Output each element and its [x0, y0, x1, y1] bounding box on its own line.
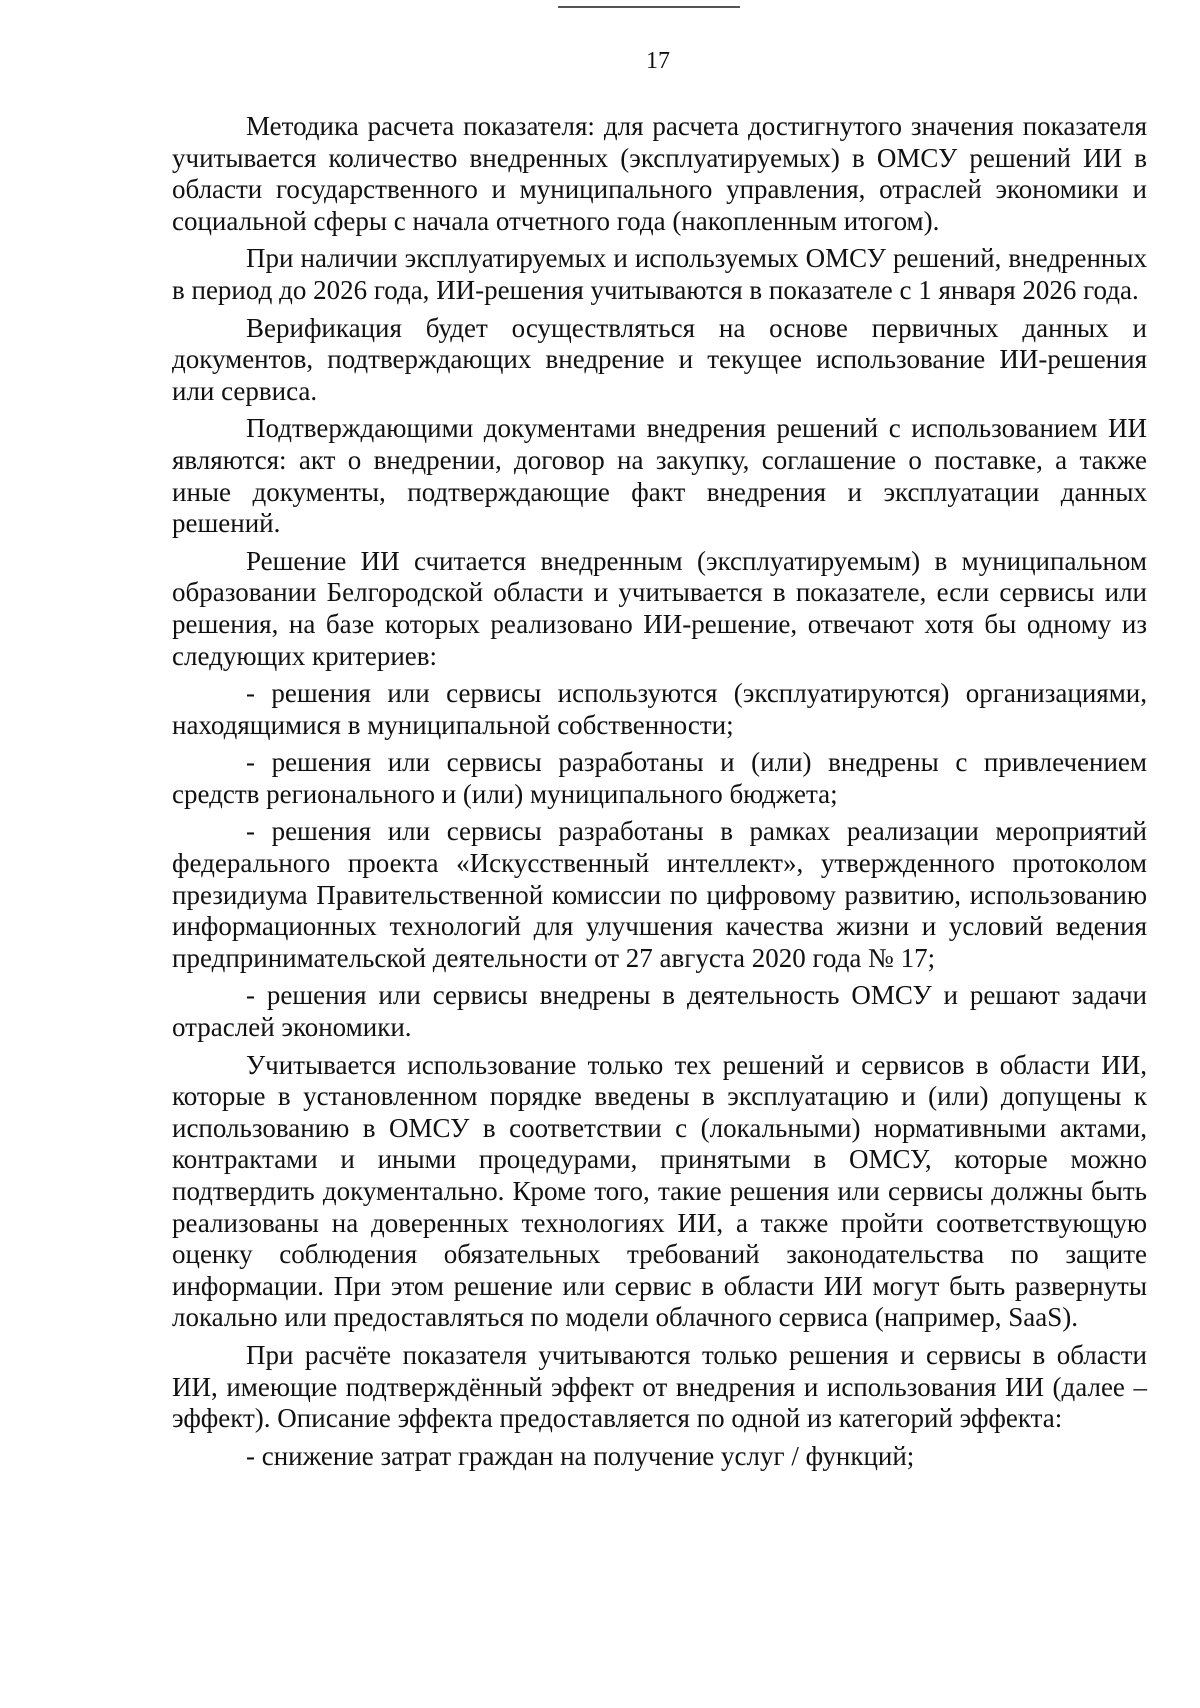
- paragraph-verification: Верификация будет осуществляться на основе первичных данных и документов, подтверждающих внедрение и текущее использование ИИ-решения или сервиса.: [172, 312, 1147, 406]
- list-item-cost-reduction: - снижение затрат граждан на получение услуг / функций;: [246, 1440, 915, 1471]
- list-item-municipal-organizations: - решения или сервисы используются (эксплуатируются) организациями, находящимися в муниципальной собственности;: [172, 678, 1147, 740]
- page-number: 17: [646, 48, 670, 74]
- paragraph-implementation-criteria: Решение ИИ считается внедренным (эксплуатируемым) в муниципальном образовании Белгородской области и учитывается в показателе, если сервисы или решения, на базе которых реализовано ИИ-решение, отвечают хотя бы одному из следующих критериев:: [172, 545, 1147, 671]
- paragraph-confirming-documents: Подтверждающими документами внедрения решений с использованием ИИ являются: акт о внедрении, договор на закупку, соглашение о поставке, а также иные документы, подтверждающие факт внедрения и эксплуатации данных решений.: [172, 413, 1147, 539]
- list-item-federal-project: - решения или сервисы разработаны в рамках реализации мероприятий федерального проекта «Искусственный интеллект», утвержденного протоколом президиума Правительственной комиссии по цифровому развитию, использованию информационных технологий для улучшения качества жизни и условий ведения предпринимательской деятельности от 27 августа 2020 года № 17;: [172, 816, 1147, 973]
- list-item-economy-tasks: - решения или сервисы внедрены в деятельность ОМСУ и решают задачи отраслей экономики.: [172, 980, 1147, 1043]
- paragraph-usage-conditions: Учитывается использование только тех решений и сервисов в области ИИ, которые в установленном порядке введены в эксплуатацию и (или) допущены к использованию в ОМСУ в соответствии с (локальными) нормативными актами, контрактами и иными процедурами, принятыми в ОМСУ, которые можно подтвердить документально. Кроме того, такие решения или сервисы должны быть реализованы на доверенных технологиях ИИ, а также пройти соответствующую оценку соблюдения обязательных требований законодательства по защите информации. При этом решение или сервис в области ИИ могут быть развернуты локально или предоставляться по модели облачного сервиса (например, SaaS).: [172, 1049, 1147, 1333]
- paragraph-methodology: Методика расчета показателя: для расчета достигнутого значения показателя учитывается количество внедренных (эксплуатируемых) в ОМСУ решений ИИ в области государственного и муниципального управления, отраслей экономики и социальной сферы с начала отчетного года (накопленным итогом).: [172, 111, 1147, 236]
- list-item-budget-funding: - решения или сервисы разработаны и (или) внедрены с привлечением средств регионального и (или) муниципального бюджета;: [172, 747, 1147, 809]
- document-body: [172, 111, 1147, 1472]
- top-rule-divider: [558, 6, 740, 8]
- paragraph-existing-solutions: При наличии эксплуатируемых и используемых ОМСУ решений, внедренных в период до 2026 года, ИИ-решения учитываются в показателе с 1 января 2026 года.: [172, 243, 1147, 305]
- paragraph-confirmed-effect: При расчёте показателя учитываются только решения и сервисы в области ИИ, имеющие подтверждённый эффект от внедрения и использования ИИ (далее – эффект). Описание эффекта предоставляется по одной из категорий эффекта:: [172, 1339, 1147, 1434]
